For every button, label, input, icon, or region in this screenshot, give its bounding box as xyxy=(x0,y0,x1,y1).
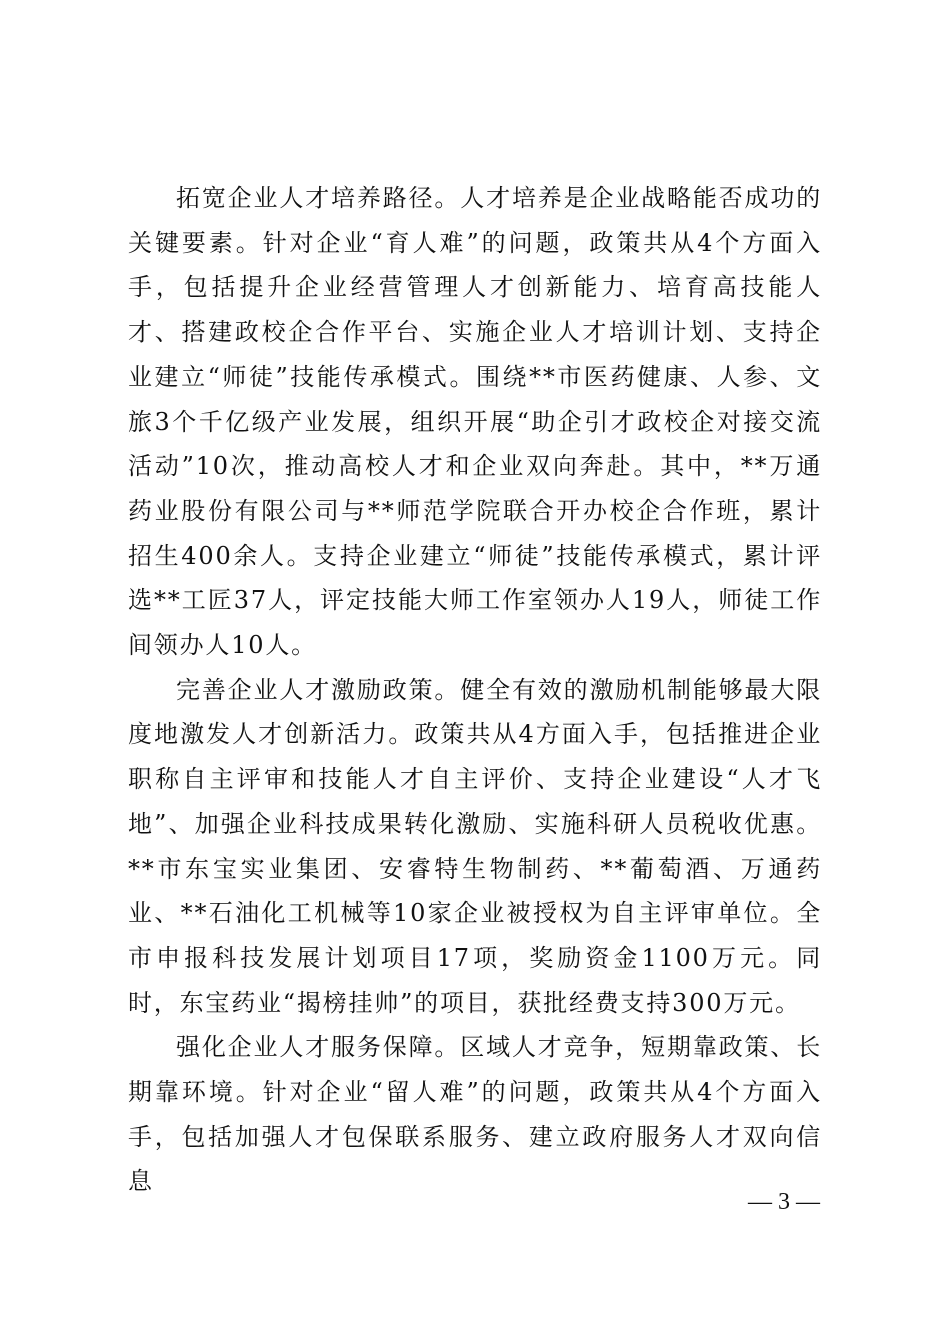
paragraph-talent-incentives: 完善企业人才激励政策。健全有效的激励机制能够最大限度地激发人才创新活力。政策共从4方面入手，包括推进企业职称自主评审和技能人才自主评价、支持企业建设“人才飞地”、加强企业科技成果转化激励、实施科研人员税收优惠。**市东宝实业集团、安睿特生物制药、**葡萄酒、万通药业、**石油化工机械等10家企业被授权为自主评审单位。全市申报科技发展计划项目17项，奖励资金1100万元。同时，东宝药业“揭榜挂帅”的项目，获批经费支持300万元。 xyxy=(128,675,822,1017)
page-number: — 3 — xyxy=(748,1189,820,1215)
paragraph-talent-services: 强化企业人才服务保障。区域人才竞争，短期靠政策、长期靠环境。针对企业“留人难”的问题，政策共从4个方面入手，包括加强人才包保联系服务、建立政府服务人才双向信息 xyxy=(128,1033,822,1196)
paragraph-talent-training: 拓宽企业人才培养路径。人才培养是企业战略能否成功的关键要素。针对企业“育人难”的问题，政策共从4个方面入手，包括提升企业经营管理人才创新能力、培育高技能人才、搭建政校企合作平台、实施企业人才培训计划、支持企业建立“师徒”技能传承模式。围绕**市医药健康、人参、文旅3个千亿级产业发展，组织开展“助企引才政校企对接交流活动”10次，推动高校人才和企业双向奔赴。其中，**万通药业股份有限公司与**师范学院联合开办校企合作班，累计招生400余人。支持企业建立“师徒”技能传承模式，累计评选**工匠37人，评定技能大师工作室领办人19人，师徒工作间领办人10人。 xyxy=(128,184,822,660)
document-body xyxy=(128,176,822,1204)
